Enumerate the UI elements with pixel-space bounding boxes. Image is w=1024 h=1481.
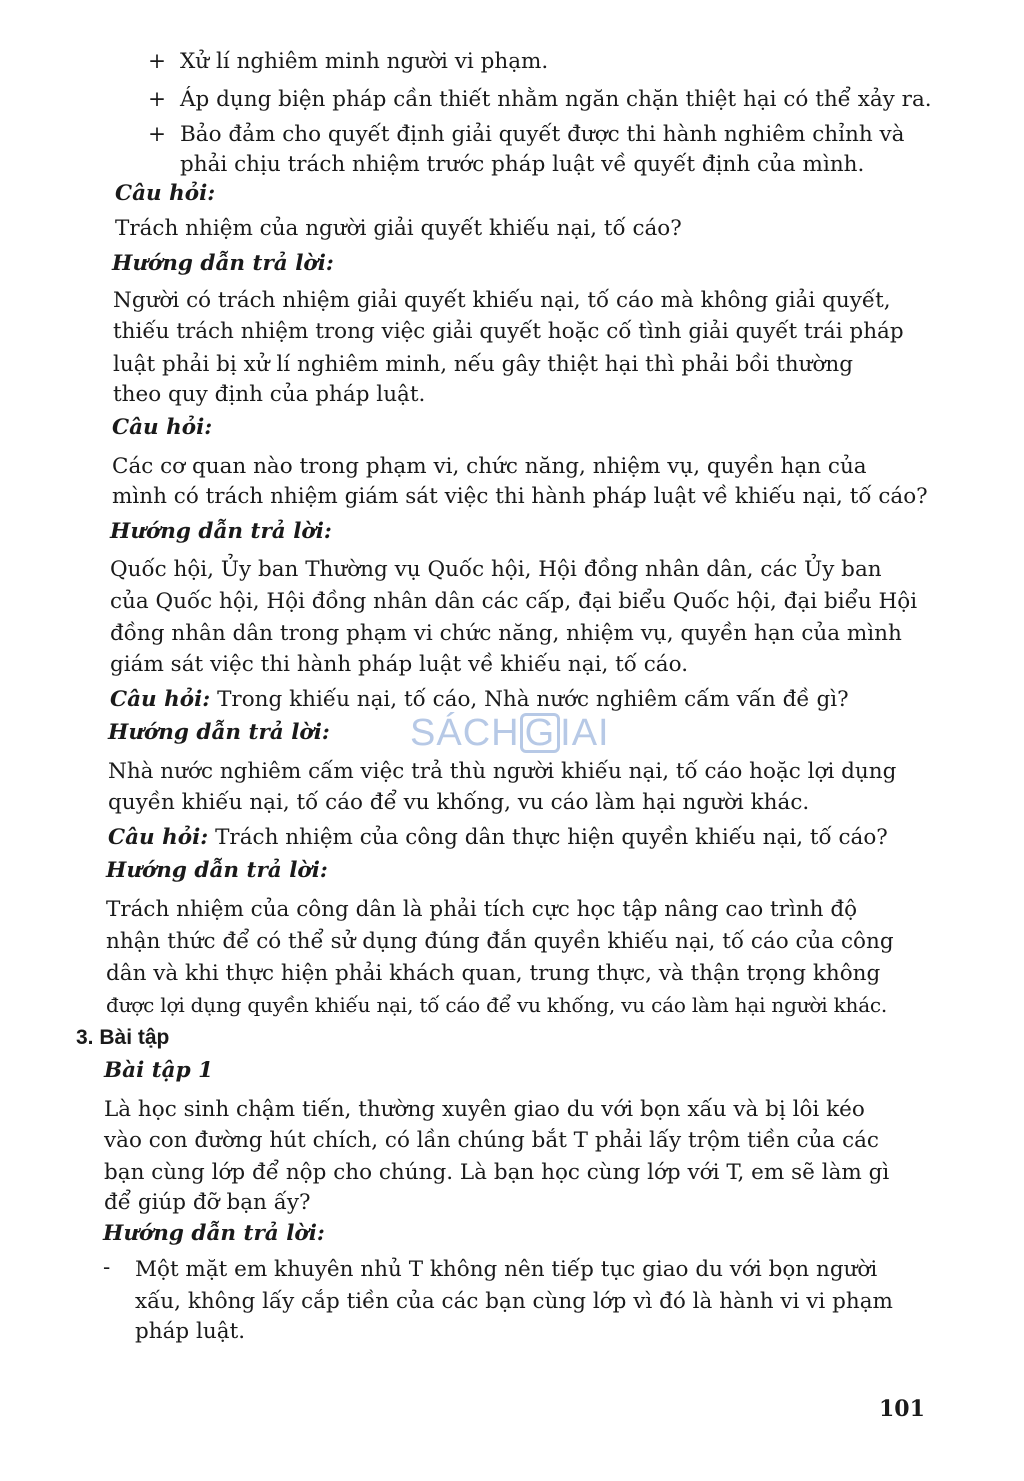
bullet-text: phải chịu trách nhiệm trước pháp luật về quyết định của mình. xyxy=(180,152,865,177)
exercise-text: để giúp đỡ bạn ấy? xyxy=(104,1190,311,1215)
answer-text: luật phải bị xử lí nghiêm minh, nếu gây thiệt hại thì phải bồi thường xyxy=(113,352,854,377)
answer-text: Người có trách nhiệm giải quyết khiếu nại, tố cáo mà không giải quyết, xyxy=(113,288,891,313)
answer-text: Một mặt em khuyên nhủ T không nên tiếp tục giao du với bọn người xyxy=(135,1257,878,1282)
watermark-text: SÁCH xyxy=(410,712,520,754)
answer-text: Trách nhiệm của công dân là phải tích cực học tập nâng cao trình độ xyxy=(106,897,858,922)
question-label: Câu hỏi: xyxy=(110,687,211,712)
bullet-text: Bảo đảm cho quyết định giải quyết được thi hành nghiêm chỉnh và xyxy=(180,122,905,147)
answer-text: quyền khiếu nại, tố cáo để vu khống, vu cáo làm hại người khác. xyxy=(108,790,810,815)
page-number: 101 xyxy=(879,1396,925,1422)
answer-text: xấu, không lấy cắp tiền của các bạn cùng lớp vì đó là hành vi vi phạm xyxy=(135,1289,893,1314)
answer-text: pháp luật. xyxy=(135,1319,246,1344)
section-title: 3. Bài tập xyxy=(76,1026,170,1049)
bullet-plus: + xyxy=(148,122,167,147)
answer-text: theo quy định của pháp luật. xyxy=(113,382,426,407)
answer-text: dân và khi thực hiện phải khách quan, trung thực, và thận trọng không xyxy=(106,961,881,986)
exercise-title: Bài tập 1 xyxy=(104,1058,214,1083)
answer-text: nhận thức để có thể sử dụng đúng đắn quyền khiếu nại, tố cáo của công xyxy=(106,929,894,954)
answer-label: Hướng dẫn trả lời: xyxy=(110,519,332,544)
answer-text: thiếu trách nhiệm trong việc giải quyết hoặc cố tình giải quyết trái pháp xyxy=(113,319,904,344)
exercise-text: Là học sinh chậm tiến, thường xuyên giao du với bọn xấu và bị lôi kéo xyxy=(104,1097,865,1122)
answer-label: Hướng dẫn trả lời: xyxy=(103,1221,325,1246)
answer-text: đồng nhân dân trong phạm vi chức năng, nhiệm vụ, quyền hạn của mình xyxy=(110,621,902,646)
watermark-text: IAI xyxy=(560,712,610,754)
answer-text: Quốc hội, Ủy ban Thường vụ Quốc hội, Hội đồng nhân dân, các Ủy ban xyxy=(110,557,882,582)
exercise-text: vào con đường hút chích, có lần chúng bắt T phải lấy trộm tiền của các xyxy=(104,1128,879,1153)
bullet-plus: + xyxy=(148,49,167,74)
watermark-logo xyxy=(410,712,610,755)
answer-label: Hướng dẫn trả lời: xyxy=(112,251,334,276)
answer-text: giám sát việc thi hành pháp luật về khiếu nại, tố cáo. xyxy=(110,652,689,677)
question-label: Câu hỏi: xyxy=(108,825,209,850)
question-text: Các cơ quan nào trong phạm vi, chức năng, nhiệm vụ, quyền hạn của xyxy=(112,454,867,479)
question-line xyxy=(108,824,888,852)
bullet-dash: - xyxy=(103,1255,111,1280)
bullet-plus: + xyxy=(148,87,167,112)
bullet-text: Xử lí nghiêm minh người vi phạm. xyxy=(180,49,549,74)
question-text: Trách nhiệm của người giải quyết khiếu nại, tố cáo? xyxy=(115,216,682,241)
question-text: mình có trách nhiệm giám sát việc thi hành pháp luật về khiếu nại, tố cáo? xyxy=(112,484,928,509)
question-text: Trong khiếu nại, tố cáo, Nhà nước nghiêm cấm vấn đề gì? xyxy=(217,687,849,712)
question-label: Câu hỏi: xyxy=(115,181,216,206)
answer-text: Nhà nước nghiêm cấm việc trả thù người khiếu nại, tố cáo hoặc lợi dụng xyxy=(108,759,897,784)
bullet-text: Áp dụng biện pháp cần thiết nhằm ngăn chặn thiệt hại có thể xảy ra. xyxy=(180,87,932,112)
question-text: Trách nhiệm của công dân thực hiện quyền khiếu nại, tố cáo? xyxy=(215,825,888,850)
answer-label: Hướng dẫn trả lời: xyxy=(108,720,330,745)
answer-text: được lợi dụng quyền khiếu nại, tố cáo để vu khống, vu cáo làm hại người khác. xyxy=(106,993,888,1017)
exercise-text: bạn cùng lớp để nộp cho chúng. Là bạn học cùng lớp với T, em sẽ làm gì xyxy=(104,1160,890,1185)
answer-label: Hướng dẫn trả lời: xyxy=(106,858,328,883)
question-label: Câu hỏi: xyxy=(112,415,213,440)
question-line xyxy=(110,686,849,714)
watermark-box: G xyxy=(520,713,561,753)
answer-text: của Quốc hội, Hội đồng nhân dân các cấp, đại biểu Quốc hội, đại biểu Hội xyxy=(110,589,918,614)
